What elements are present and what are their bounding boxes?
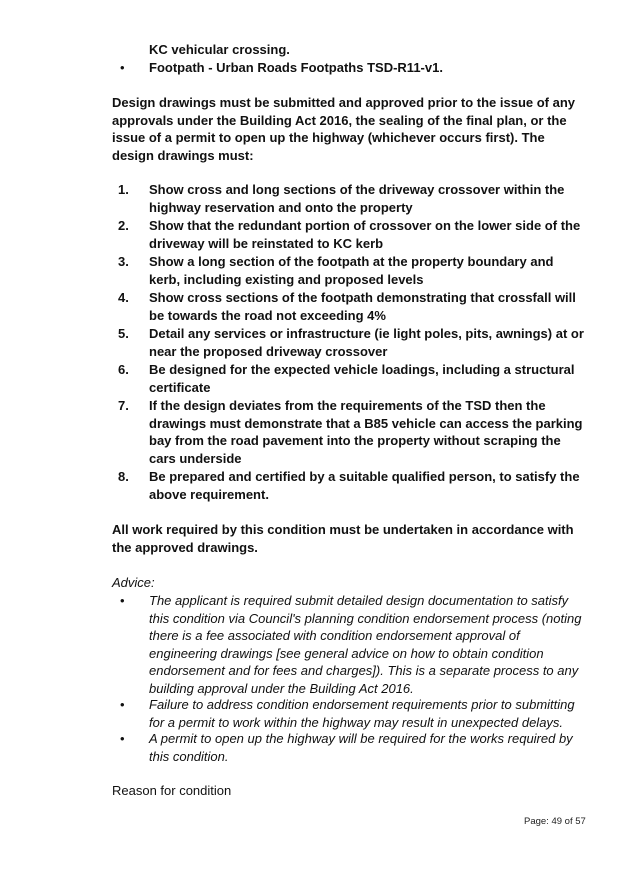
req-number: 6. xyxy=(118,362,129,377)
req-text: Show a long section of the footpath at the property boundary and kerb, including existing and proposed levels xyxy=(149,254,554,287)
bullet-icon: • xyxy=(120,593,125,608)
req-text: If the design deviates from the requirements of the TSD then the drawings must demonstrate that a B85 vehicle can access the parking bay from the road pavement into the property without scraping the cars underside xyxy=(149,398,583,466)
all-work-paragraph: All work required by this condition must be undertaken in accordance with the approved drawings. xyxy=(112,522,574,555)
advice-heading: Advice: xyxy=(112,575,155,590)
req-number: 5. xyxy=(118,326,129,341)
bullet-icon: • xyxy=(120,60,125,75)
req-number: 7. xyxy=(118,398,129,413)
req-text: Show cross and long sections of the driveway crossover within the highway reservation and onto the property xyxy=(149,182,565,215)
req-number: 2. xyxy=(118,218,129,233)
req-text: Detail any services or infrastructure (ie light poles, pits, awnings) at or near the proposed driveway crossover xyxy=(149,326,584,359)
bullet-icon: • xyxy=(120,697,125,712)
intro-paragraph: Design drawings must be submitted and approved prior to the issue of any approvals under the Building Act 2016, the sealing of the final plan, or the issue of a permit to open up the highway (whichever occurs first). The design drawings must: xyxy=(112,95,576,163)
req-text: Show cross sections of the footpath demonstrating that crossfall will be towards the road not exceeding 4% xyxy=(149,290,576,323)
req-number: 4. xyxy=(118,290,129,305)
bullet-icon: • xyxy=(120,731,125,746)
advice-item: A permit to open up the highway will be required for the works required by this condition. xyxy=(149,731,573,764)
req-number: 1. xyxy=(118,182,129,197)
page-number: Page: 49 of 57 xyxy=(524,816,586,827)
list-item-continuation: KC vehicular crossing. xyxy=(149,42,290,57)
req-text: Show that the redundant portion of crossover on the lower side of the driveway will be reinstated to KC kerb xyxy=(149,218,581,251)
req-text: Be designed for the expected vehicle loadings, including a structural certificate xyxy=(149,362,575,395)
advice-item: The applicant is required submit detailed design documentation to satisfy this condition via Council's planning condition endorsement process (noting there is a fee associated with condition endorsement approval of engineering drawings [see general advice on how to obtain condition endorsement and for fees and charges]). This is a separate process to any building approval under the Building Act 2016. xyxy=(149,593,582,696)
req-text: Be prepared and certified by a suitable qualified person, to satisfy the above requirement. xyxy=(149,469,580,502)
advice-item: Failure to address condition endorsement requirements prior to submitting for a permit to work within the highway may result in unexpected delays. xyxy=(149,697,575,730)
req-number: 8. xyxy=(118,469,129,484)
reason-heading: Reason for condition xyxy=(112,783,232,798)
list-item: Footpath - Urban Roads Footpaths TSD-R11-v1. xyxy=(149,60,443,75)
req-number: 3. xyxy=(118,254,129,269)
